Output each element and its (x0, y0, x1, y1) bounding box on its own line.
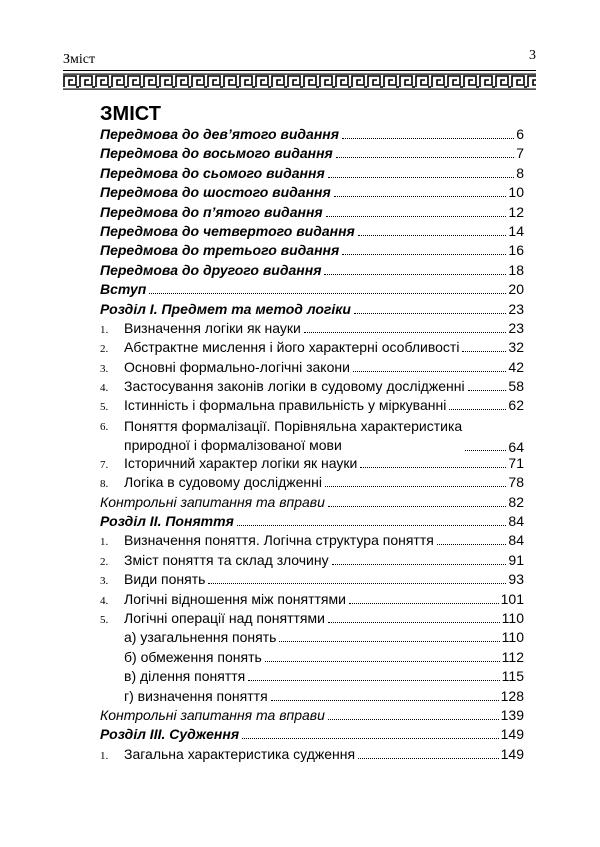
toc-entry (100, 126, 524, 145)
dot-leader (208, 583, 506, 584)
dot-leader (242, 738, 499, 739)
toc-entry-number: 4. (100, 382, 109, 395)
toc-entry (100, 378, 524, 397)
toc-entry (100, 746, 524, 765)
toc-entry-label: Логічні операції над поняттями (124, 609, 325, 626)
toc-entry (100, 397, 524, 416)
toc-entry-page: 23 (508, 300, 524, 317)
toc-entry-page: 84 (508, 532, 524, 549)
toc-entry-page: 16 (508, 242, 524, 259)
dot-leader (149, 293, 506, 294)
toc-entry-label: Вступ (100, 281, 147, 298)
toc-entry-page: 42 (508, 358, 524, 375)
toc-entry (100, 417, 524, 455)
toc-entry-page: 82 (508, 493, 524, 510)
toc-entry-page: 10 (508, 184, 524, 201)
toc-entry-page: 91 (508, 551, 524, 568)
dot-leader (248, 680, 499, 681)
toc-entry-number: 1. (100, 749, 109, 762)
toc-entry-label: Контрольні запитання та вправи (100, 706, 325, 723)
toc-entry-number: 1. (100, 323, 109, 336)
toc-entry-page: 101 (500, 590, 524, 607)
running-header (63, 48, 536, 68)
toc-entry (100, 455, 524, 474)
toc-entry-page: 58 (508, 378, 524, 395)
toc-entry-label: Розділ ІІ. Поняття (100, 513, 234, 530)
dot-leader (358, 758, 499, 759)
toc-entry-number: 4. (100, 594, 109, 607)
toc-entry-label: Контрольні запитання та вправи (100, 493, 325, 510)
toc-entry-label: Застосування законів логіки в судовому дослідженні (124, 378, 465, 395)
toc-entry (100, 532, 524, 551)
toc-entry-page: 6 (516, 126, 524, 142)
toc-entry-page: 115 (501, 668, 524, 685)
dot-leader (325, 486, 506, 487)
dot-leader (437, 544, 507, 545)
toc-entry (100, 591, 524, 610)
page-number: 3 (529, 48, 536, 63)
toc-entry-page: 110 (501, 629, 524, 646)
toc-entry (100, 688, 524, 707)
dot-leader (328, 719, 499, 720)
toc-entry-label: Загальна характеристика судження (124, 745, 356, 762)
table-of-contents (100, 126, 524, 765)
dot-leader (354, 313, 507, 314)
dot-leader (237, 525, 507, 526)
toc-entry-number: 3. (100, 575, 109, 588)
toc-entry (100, 513, 524, 532)
dot-leader (334, 196, 507, 197)
toc-entry (100, 359, 524, 378)
toc-entry (100, 707, 524, 726)
toc-entry-label: Передмова до третього видання (100, 242, 340, 259)
toc-entry-page: 93 (508, 571, 524, 588)
greek-key-ornament (63, 73, 536, 90)
toc-entry-number: 2. (100, 555, 109, 568)
toc-entry-label: Логічні відношення між поняттями (124, 590, 346, 607)
toc-entry-page: 112 (501, 648, 524, 665)
toc-entry (100, 262, 524, 281)
dot-leader (336, 157, 514, 158)
toc-entry-label: Передмова до четвертого видання (100, 222, 355, 239)
dot-leader (328, 177, 515, 178)
toc-entry-label: б) обмеження понять (124, 648, 262, 665)
toc-entry-label: а) узагальнення понять (124, 629, 277, 646)
toc-entry-label: Істинність і формальна правильність у міркуванні (124, 397, 447, 414)
header-title: Зміст (63, 52, 96, 67)
toc-entry (100, 339, 524, 358)
header-rule (63, 70, 536, 71)
toc-entry-label: Абстрактне мислення і його характерні особливості (124, 339, 460, 356)
toc-entry-page: 23 (508, 319, 524, 336)
toc-entry-page: 32 (508, 339, 524, 356)
dot-leader (342, 254, 506, 255)
toc-entry (100, 145, 524, 164)
toc-entry-page: 149 (500, 745, 524, 762)
toc-entry-page: 64 (508, 438, 524, 455)
toc-entry (100, 629, 524, 648)
toc-entry-page: 8 (516, 164, 524, 181)
dot-leader (332, 564, 507, 565)
toc-entry-number: 8. (100, 478, 109, 491)
toc-entry-page: 62 (508, 397, 524, 414)
dot-leader (449, 409, 506, 410)
dot-leader (304, 332, 507, 333)
toc-entry-label: Передмова до дев’ятого видання (100, 126, 339, 142)
toc-entry (100, 165, 524, 184)
toc-entry-label: Логіка в судовому дослідженні (124, 474, 322, 491)
toc-entry-label: Історичний характер логіки як науки (124, 454, 358, 471)
dot-leader (468, 390, 507, 391)
toc-entry-number: 5. (100, 613, 109, 626)
toc-heading: ЗМІСТ (100, 103, 161, 125)
dot-leader (462, 351, 506, 352)
toc-entry (100, 184, 524, 203)
toc-entry (100, 668, 524, 687)
toc-entry-label: г) визначення поняття (124, 687, 268, 704)
toc-entry (100, 552, 524, 571)
dot-leader (353, 371, 507, 372)
toc-entry-label-line1: Поняття формалізації. Порівняльна характеристика (124, 417, 463, 434)
toc-entry-label (124, 417, 462, 455)
dot-leader (271, 700, 499, 701)
toc-entry (100, 610, 524, 629)
toc-entry-label: Визначення логіки як науки (124, 319, 301, 336)
toc-entry-page: 78 (508, 474, 524, 491)
toc-entry-page: 139 (500, 706, 524, 723)
toc-entry-page: 84 (508, 513, 524, 530)
toc-entry-number: 7. (100, 458, 109, 471)
dot-leader (349, 603, 499, 604)
toc-entry-label: Передмова до восьмого видання (100, 145, 333, 162)
toc-entry (100, 320, 524, 339)
dot-leader (465, 450, 506, 451)
dot-leader (360, 467, 506, 468)
toc-entry-number: 3. (100, 362, 109, 375)
toc-entry-label-line2: природної і формалізованої мови (124, 436, 342, 453)
dot-leader (328, 622, 500, 623)
toc-entry-page: 18 (508, 261, 524, 278)
toc-entry (100, 281, 524, 300)
toc-entry-label: Передмова до шостого видання (100, 184, 331, 201)
toc-entry-label: Передмова до сьомого видання (100, 164, 325, 181)
toc-entry-number: 6. (100, 420, 109, 433)
toc-entry-label: Зміст поняття та склад злочину (124, 551, 329, 568)
toc-entry-page: 14 (508, 222, 524, 239)
toc-entry (100, 223, 524, 242)
toc-entry-label: Основні формально-логічні закони (124, 358, 350, 375)
dot-leader (358, 235, 507, 236)
toc-entry-page: 12 (508, 203, 524, 220)
toc-entry-label: Передмова до п’ятого видання (100, 203, 323, 220)
dot-leader (342, 138, 514, 139)
toc-entry (100, 242, 524, 261)
toc-entry-label: в) ділення поняття (124, 668, 246, 685)
toc-entry-page: 20 (508, 281, 524, 298)
toc-entry (100, 726, 524, 745)
dot-leader (265, 661, 500, 662)
toc-entry (100, 494, 524, 513)
toc-entry-page: 7 (516, 145, 524, 162)
toc-entry-page: 110 (501, 609, 524, 626)
toc-entry (100, 474, 524, 493)
toc-entry-page: 71 (508, 454, 524, 471)
dot-leader (324, 274, 506, 275)
toc-entry-label: Визначення поняття. Логічна структура поняття (124, 532, 434, 549)
toc-entry-page: 128 (500, 687, 524, 704)
toc-entry (100, 204, 524, 223)
toc-entry-label: Розділ ІІІ. Судження (100, 726, 240, 743)
toc-entry-number: 5. (100, 401, 109, 414)
toc-entry-page: 149 (500, 726, 524, 743)
toc-entry-label: Передмова до другого видання (100, 261, 322, 278)
dot-leader (326, 216, 507, 217)
toc-entry-label: Види понять (124, 571, 206, 588)
dot-leader (328, 506, 507, 507)
dot-leader (279, 641, 499, 642)
toc-entry (100, 649, 524, 668)
toc-entry-number: 2. (100, 343, 109, 356)
toc-entry-label: Розділ І. Предмет та метод логіки (100, 300, 351, 317)
toc-entry-number: 1. (100, 536, 109, 549)
toc-entry (100, 301, 524, 320)
toc-entry (100, 571, 524, 590)
